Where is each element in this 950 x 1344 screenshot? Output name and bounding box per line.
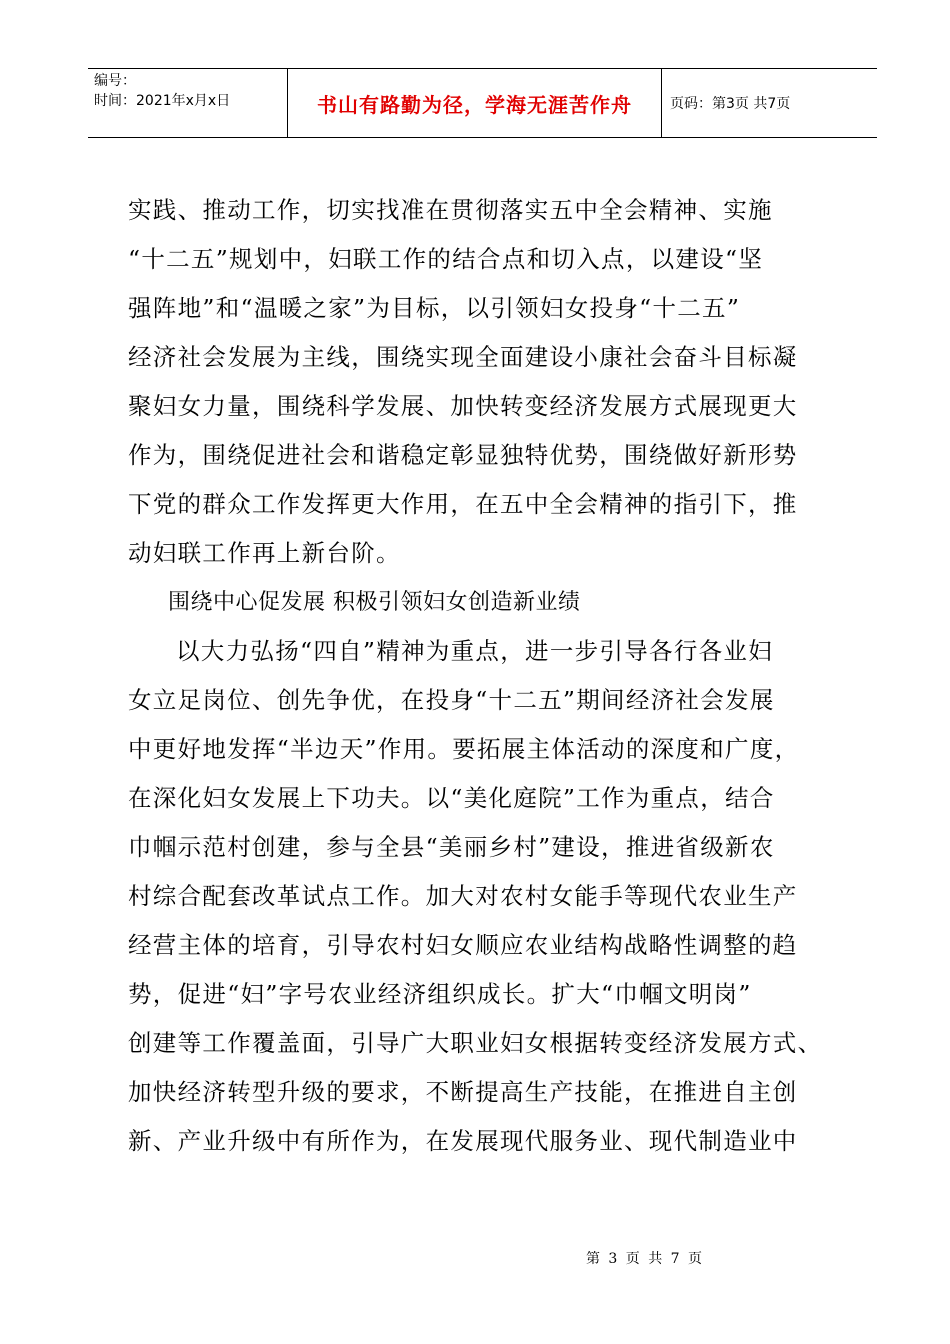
body-line: 作为，围绕促进社会和谐稳定彰显独特优势，围绕做好新形势 <box>128 441 798 469</box>
page-header <box>88 68 877 138</box>
footer-page-number: 第 3 页 共 7 页 <box>585 1251 705 1267</box>
paragraph-line: 村综合配套改革试点工作。加大对农村女能手等现代农业生产 <box>128 882 798 910</box>
body-line: 强阵地”和“温暖之家”为目标，以引领妇女投身“十二五” <box>128 294 741 322</box>
paragraph-first-line: 以大力弘扬“四自”精神为重点，进一步引导各行各业妇 <box>176 637 774 665</box>
paragraph-line: 势，促进“妇”字号农业经济组织成长。扩大“巾帼文明岗” <box>128 980 752 1008</box>
header-motto: 书山有路勤为径，学海无涯苦作舟 <box>288 69 662 137</box>
paragraph-line: 加快经济转型升级的要求，不断提高生产技能，在推进自主创 <box>128 1078 798 1106</box>
body-line: 经济社会发展为主线，围绕实现全面建设小康社会奋斗目标凝 <box>128 343 798 371</box>
serial-label: 编号： <box>94 73 136 89</box>
header-meta <box>88 69 288 137</box>
paragraph-line: 新、产业升级中有所作为，在发展现代服务业、现代制造业中 <box>128 1127 798 1155</box>
paragraph-line: 经营主体的培育，引导农村妇女顺应农业结构战略性调整的趋 <box>128 931 798 959</box>
paragraph-line: 在深化妇女发展上下功夫。以“美化庭院”工作为重点，结合 <box>128 784 775 812</box>
body-line: 实践、推动工作，切实找准在贯彻落实五中全会精神、实施 <box>128 196 773 224</box>
body-line: 动妇联工作再上新台阶。 <box>128 539 401 567</box>
document-body <box>128 186 838 1166</box>
body-line: “十二五”规划中，妇联工作的结合点和切入点，以建设“坚 <box>128 245 764 273</box>
paragraph-line: 巾帼示范村创建，参与全县“美丽乡村”建设，推进省级新农 <box>128 833 775 861</box>
paragraph-line: 创建等工作覆盖面，引导广大职业妇女根据转变经济发展方式、 <box>128 1029 823 1057</box>
header-page-info: 页码：第3页 共7页 <box>670 96 791 112</box>
paragraph-line: 女立足岗位、创先争优，在投身“十二五”期间经济社会发展 <box>128 686 775 714</box>
body-line: 下党的群众工作发挥更大作用，在五中全会精神的指引下，推 <box>128 490 798 518</box>
paragraph-line: 中更好地发挥“半边天”作用。要拓展主体活动的深度和广度， <box>128 735 800 763</box>
section-title: 围绕中心促发展 积极引领妇女创造新业绩 <box>168 590 581 615</box>
page-footer <box>0 1248 950 1268</box>
body-line: 聚妇女力量，围绕科学发展、加快转变经济发展方式展现更大 <box>128 392 798 420</box>
time-label: 时间：2021年x月x日 <box>94 93 231 109</box>
